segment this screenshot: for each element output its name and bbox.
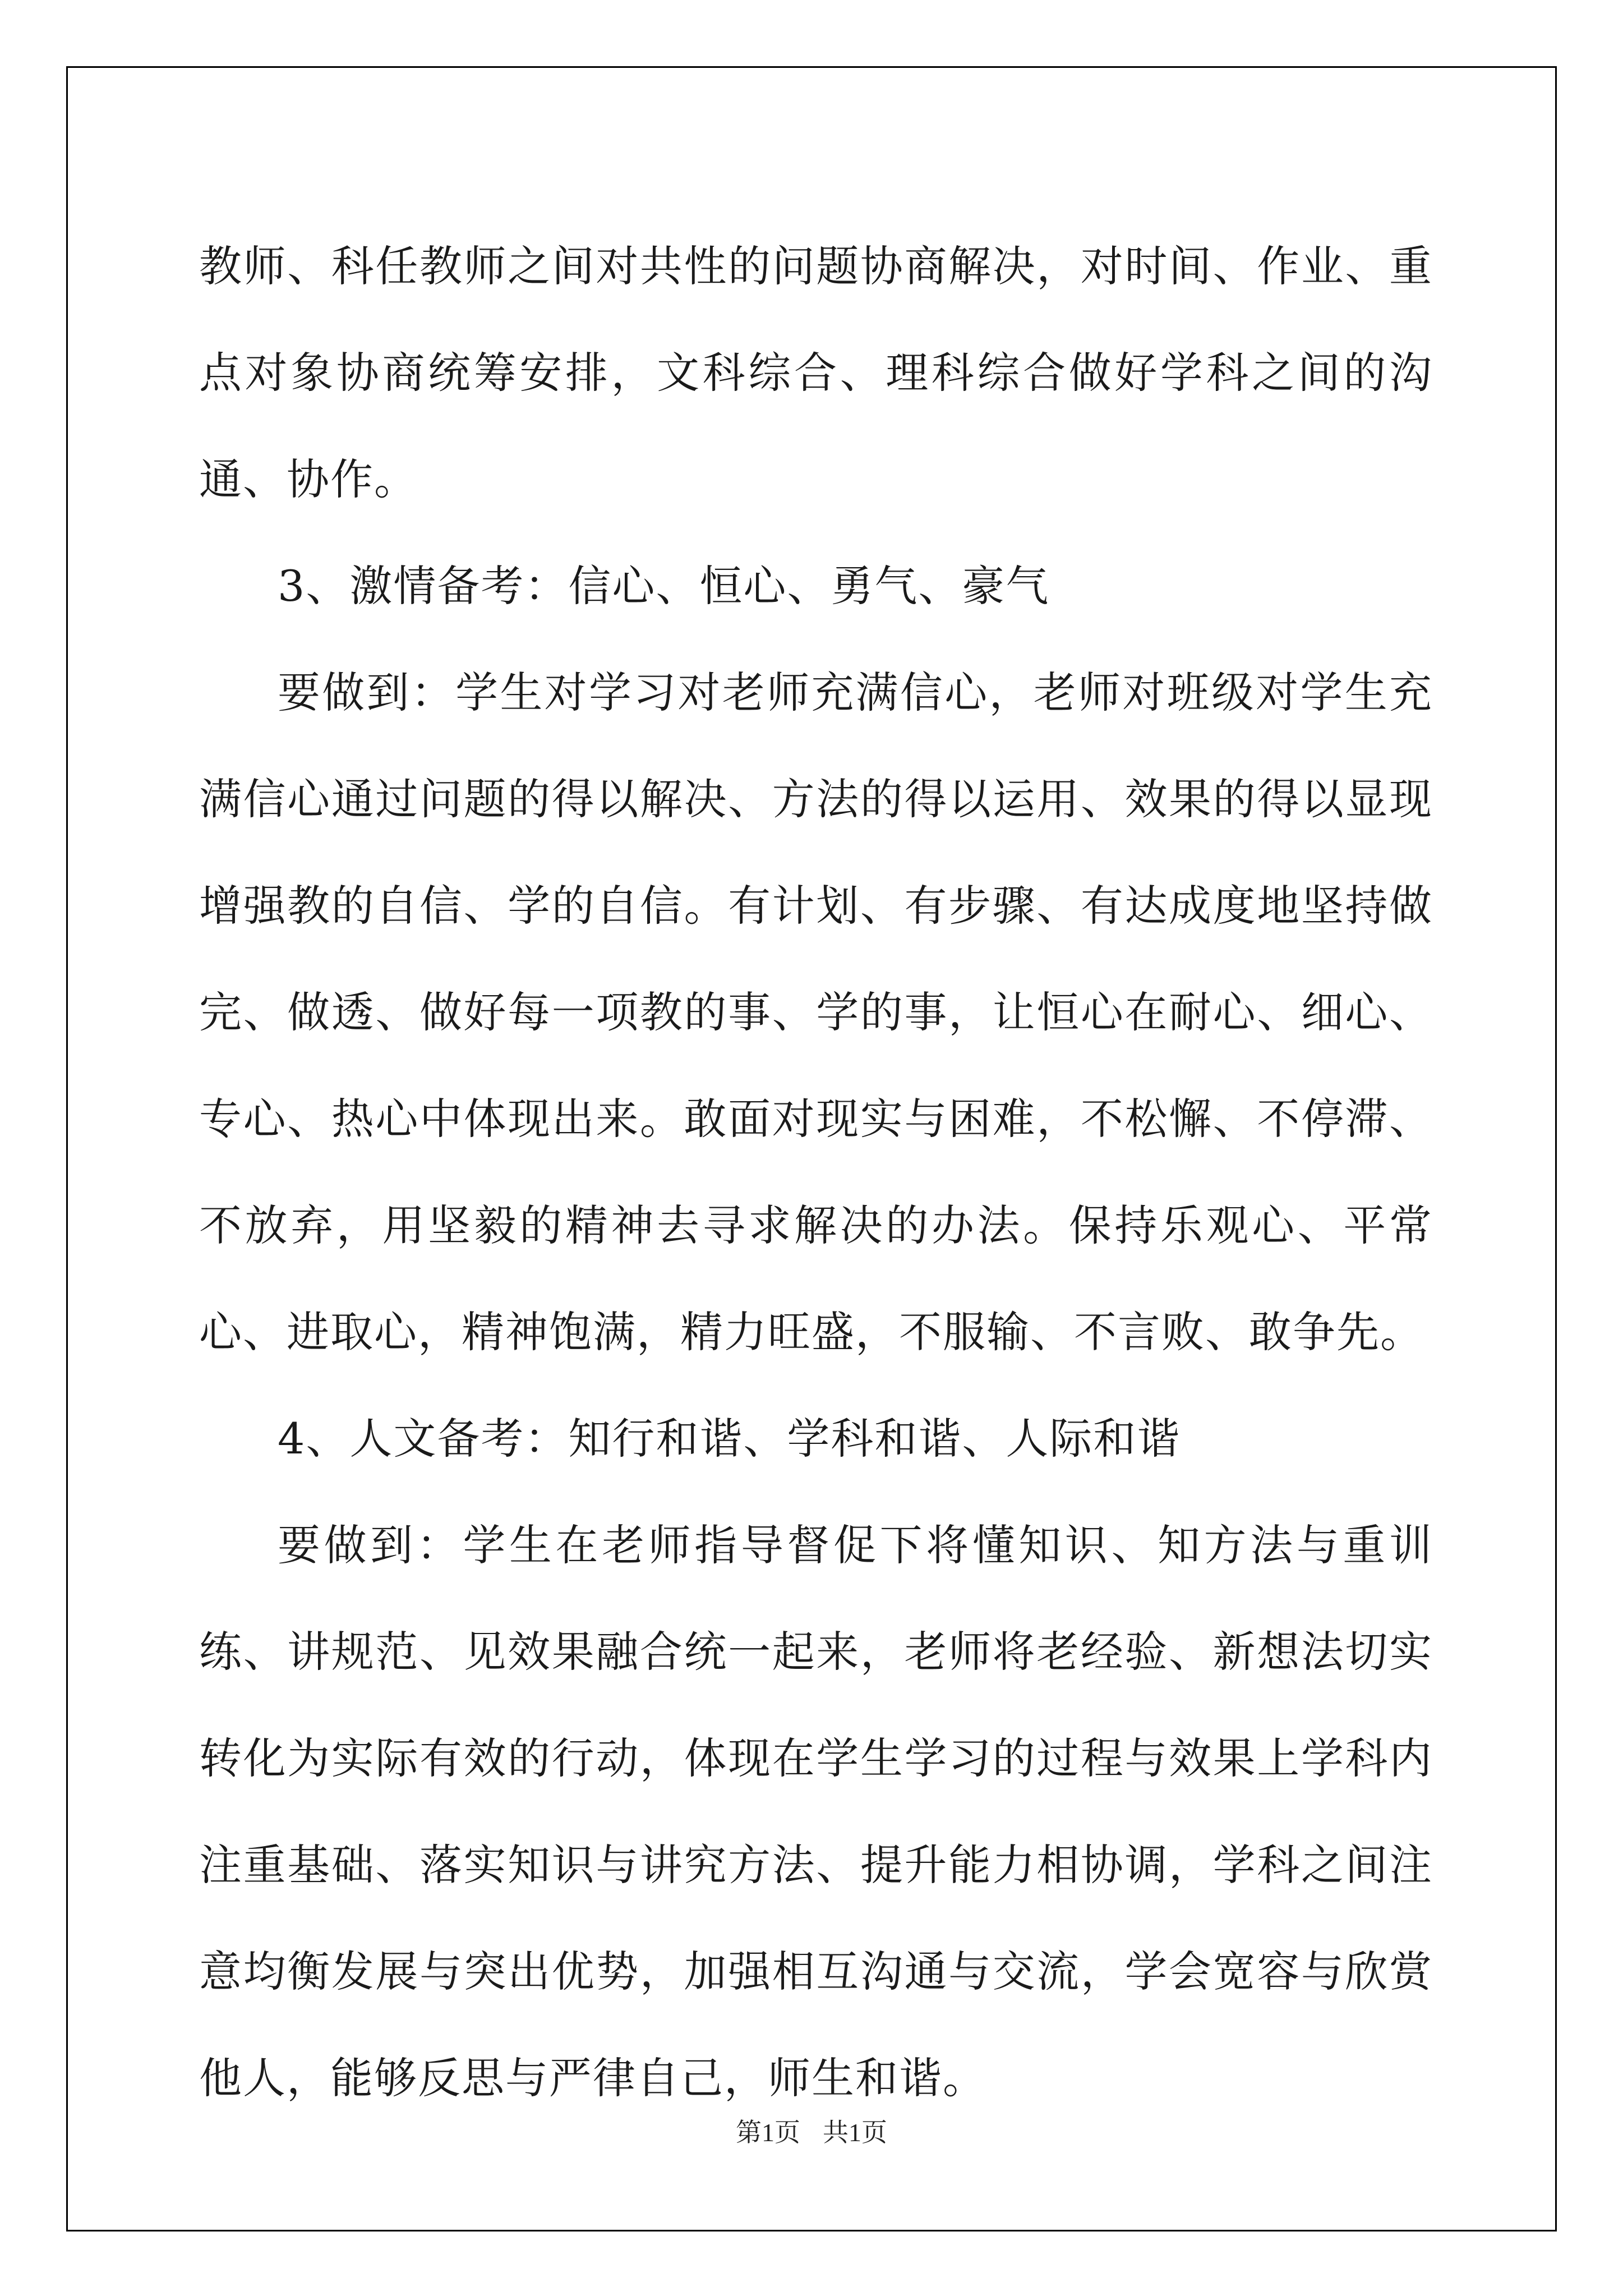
page-footer [0,2112,1623,2149]
page-number: 第1页 [736,2118,800,2147]
page-total: 共1页 [823,2118,887,2147]
paragraph-section-4: 要做到：学生在老师指导督促下将懂知识、知方法与重训练、讲规范、见效果融合统一起来，老师将老经验、新想法切实转化为实际有效的行动，体现在学生学习的过程与效果上学科内注重基础、落实知识与讲究方法、提升能力相协调，学科之间注意均衡发展与突出优势，加强相互沟通与交流，学会宽容与欣赏他人，能够反思与严律自己，师生和谐。 [199,1520,1433,2103]
paragraph-continued: 教师、科任教师之间对共性的问题协商解决，对时间、作业、重点对象协商统筹安排，文科综合、理科综合做好学科之间的沟通、协作。 [199,241,1433,504]
section-heading-4: 4、人文备考：知行和谐、学科和谐、人际和谐 [278,1414,1181,1464]
document-body [199,213,1433,2132]
section-heading-3: 3、激情备考：信心、恒心、勇气、豪气 [278,561,1050,611]
paragraph-section-3: 要做到：学生对学习对老师充满信心，老师对班级对学生充满信心通过问题的得以解决、方法的得以运用、效果的得以显现增强教的自信、学的自信。有计划、有步骤、有达成度地坚持做完、做透、做好每一项教的事、学的事，让恒心在耐心、细心、专心、热心中体现出来。敢面对现实与困难，不松懈、不停滞、不放弃，用坚毅的精神去寻求解决的办法。保持乐观心、平常心、进取心，精神饱满，精力旺盛，不服输、不言败、敢争先。 [199,668,1433,1357]
